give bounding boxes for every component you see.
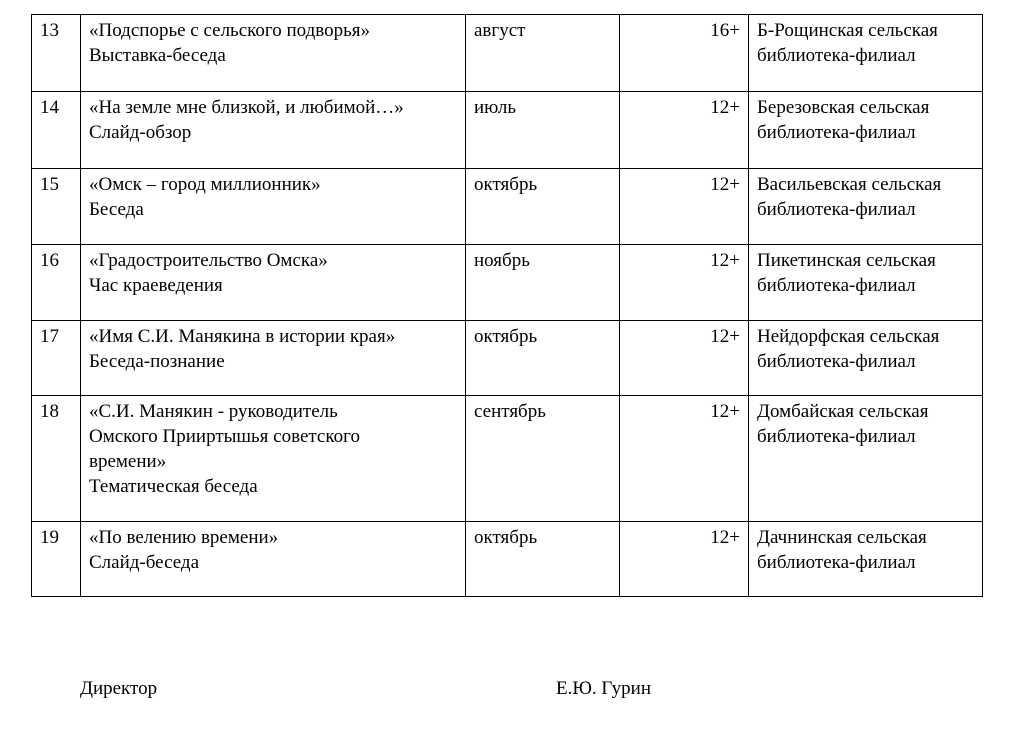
library-cell — [749, 522, 983, 597]
library-name-line: Нейдорфская сельская — [757, 326, 940, 347]
event-title-line: времени» — [89, 451, 167, 472]
event-title-line: Слайд-беседа — [89, 552, 200, 573]
library-cell — [749, 396, 983, 522]
event-title-cell — [81, 321, 466, 396]
event-month-cell — [466, 321, 620, 396]
row-number: 13 — [40, 20, 59, 41]
event-title-line: «Омск – город миллионник» — [89, 174, 321, 195]
event-title-line: «Градостроительство Омска» — [89, 250, 328, 271]
age-rating-cell — [620, 169, 749, 245]
event-title-line: «По велению времени» — [89, 527, 279, 548]
event-title-cell — [81, 245, 466, 321]
age-rating: 12+ — [710, 174, 740, 195]
row-number: 16 — [40, 250, 59, 271]
events-table-body — [32, 15, 983, 597]
age-rating-cell — [620, 92, 749, 169]
table-row — [32, 522, 983, 597]
row-number-cell — [32, 15, 81, 92]
row-number-cell — [32, 92, 81, 169]
age-rating: 12+ — [710, 97, 740, 118]
event-title-cell — [81, 169, 466, 245]
table-row — [32, 396, 983, 522]
event-title-line: Час краеведения — [89, 275, 223, 296]
library-cell — [749, 245, 983, 321]
library-cell — [749, 15, 983, 92]
event-title-line: Тематическая беседа — [89, 476, 258, 497]
library-name-line: Б-Рощинская сельская — [757, 20, 938, 41]
event-month: август — [474, 20, 526, 41]
event-title-cell — [81, 522, 466, 597]
event-month-cell — [466, 245, 620, 321]
table-row — [32, 169, 983, 245]
event-title-line: Омского Прииртышья советского — [89, 426, 360, 447]
event-month: октябрь — [474, 174, 538, 195]
event-title-line: «На земле мне близкой, и любимой…» — [89, 97, 404, 118]
library-name-line: Дачнинская сельская — [757, 527, 927, 548]
library-name-line: библиотека-филиал — [757, 45, 916, 66]
event-month-cell — [466, 396, 620, 522]
age-rating: 16+ — [710, 20, 740, 41]
age-rating: 12+ — [710, 326, 740, 347]
row-number-cell — [32, 321, 81, 396]
library-name-line: библиотека-филиал — [757, 275, 916, 296]
row-number: 14 — [40, 97, 59, 118]
event-title-cell — [81, 396, 466, 522]
age-rating-cell — [620, 15, 749, 92]
library-name-line: Березовская сельская — [757, 97, 930, 118]
event-month: октябрь — [474, 326, 538, 347]
library-name-line: библиотека-филиал — [757, 426, 916, 447]
event-title-cell — [81, 15, 466, 92]
event-month: июль — [474, 97, 517, 118]
row-number-cell — [32, 396, 81, 522]
row-number: 19 — [40, 527, 59, 548]
age-rating-cell — [620, 522, 749, 597]
row-number: 15 — [40, 174, 59, 195]
table-row — [32, 245, 983, 321]
event-title-cell — [81, 92, 466, 169]
event-title-line: Слайд-обзор — [89, 122, 192, 143]
event-title-line: «Подспорье с сельского подворья» — [89, 20, 371, 41]
events-table — [31, 14, 983, 597]
age-rating: 12+ — [710, 401, 740, 422]
event-title-line: «Имя С.И. Манякина в истории края» — [89, 326, 396, 347]
event-title-line: «С.И. Манякин - руководитель — [89, 401, 338, 422]
event-month: октябрь — [474, 527, 538, 548]
library-name-line: Пикетинская сельская — [757, 250, 936, 271]
age-rating-cell — [620, 321, 749, 396]
library-name-line: Васильевская сельская — [757, 174, 942, 195]
row-number: 18 — [40, 401, 59, 422]
event-month: сентябрь — [474, 401, 546, 422]
library-cell — [749, 169, 983, 245]
event-month-cell — [466, 92, 620, 169]
library-name-line: библиотека-филиал — [757, 199, 916, 220]
library-name-line: Домбайская сельская — [757, 401, 929, 422]
event-month-cell — [466, 169, 620, 245]
age-rating-cell — [620, 245, 749, 321]
event-month-cell — [466, 522, 620, 597]
table-row — [32, 321, 983, 396]
row-number-cell — [32, 169, 81, 245]
row-number-cell — [32, 522, 81, 597]
director-name: Е.Ю. Гурин — [556, 678, 651, 699]
library-cell — [749, 92, 983, 169]
age-rating: 12+ — [710, 250, 740, 271]
library-name-line: библиотека-филиал — [757, 552, 916, 573]
table-row — [32, 15, 983, 92]
row-number-cell — [32, 245, 81, 321]
director-title: Директор — [80, 678, 158, 699]
table-row — [32, 92, 983, 169]
event-title-line: Беседа — [89, 199, 144, 220]
event-month-cell — [466, 15, 620, 92]
event-title-line: Беседа-познание — [89, 351, 225, 372]
library-name-line: библиотека-филиал — [757, 122, 916, 143]
library-cell — [749, 321, 983, 396]
age-rating: 12+ — [710, 527, 740, 548]
age-rating-cell — [620, 396, 749, 522]
event-month: ноябрь — [474, 250, 530, 271]
row-number: 17 — [40, 326, 59, 347]
library-name-line: библиотека-филиал — [757, 351, 916, 372]
event-title-line: Выставка-беседа — [89, 45, 226, 66]
